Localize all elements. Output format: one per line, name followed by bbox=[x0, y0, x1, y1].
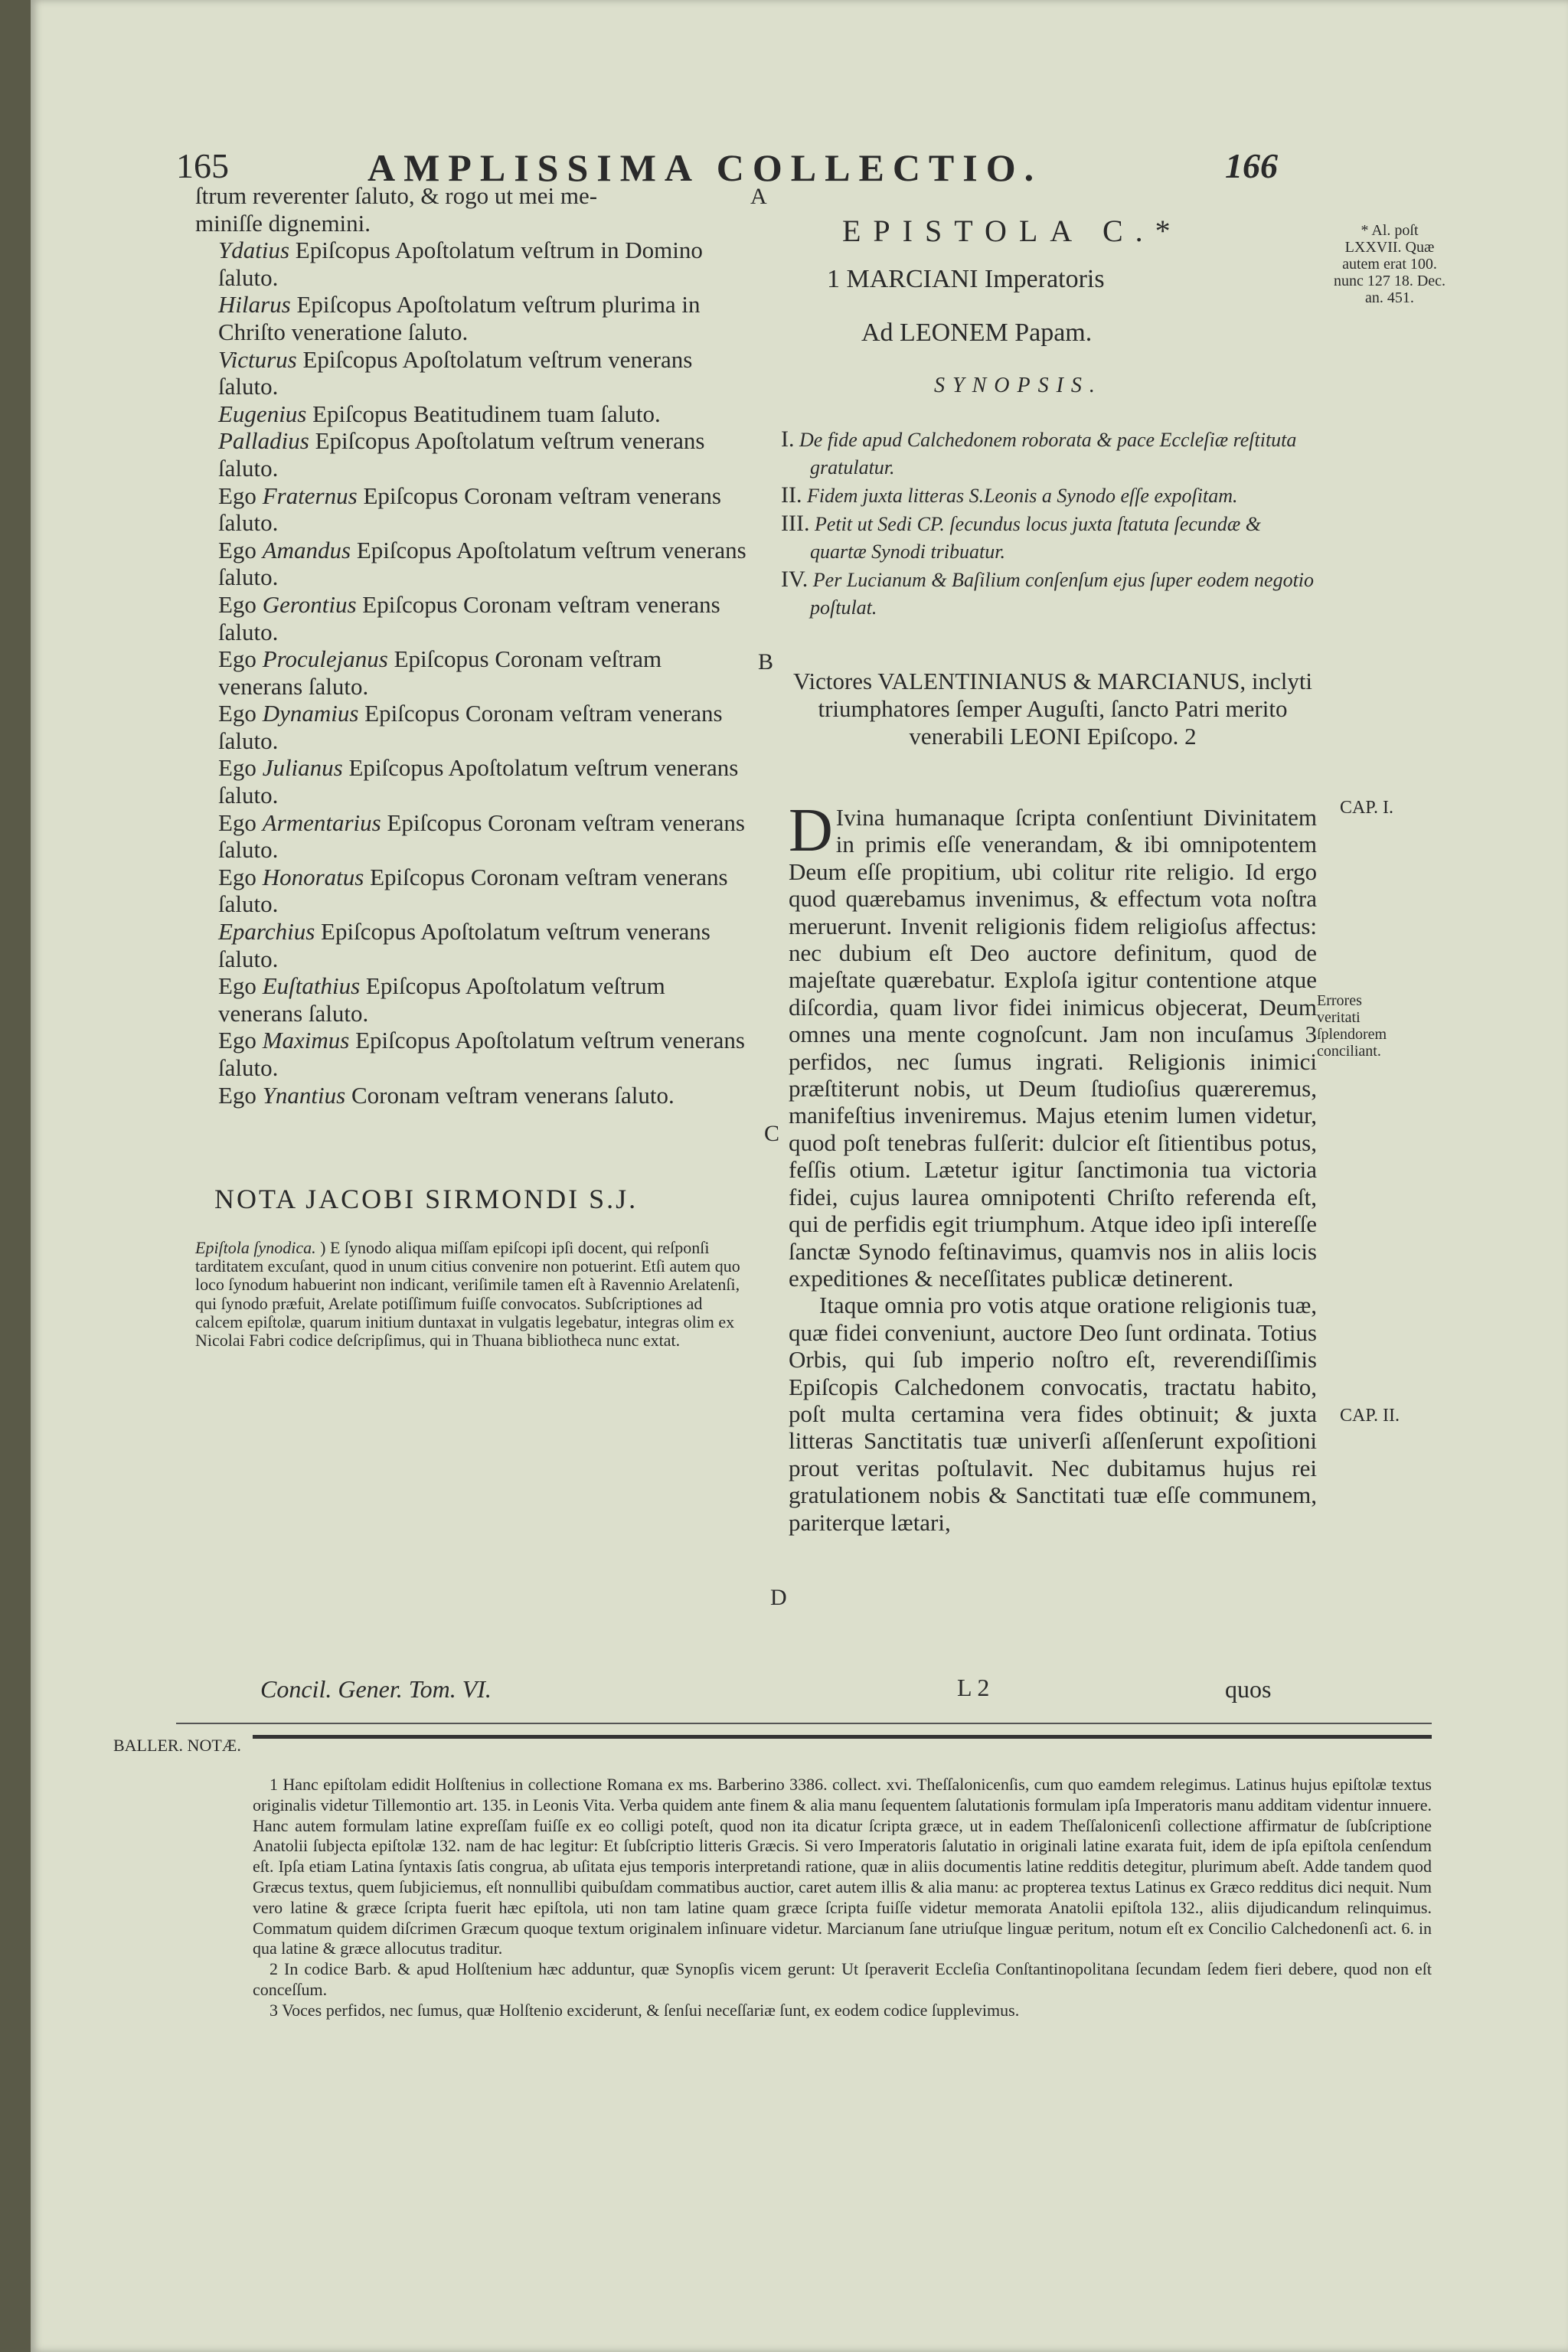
subscription-prefix: Ego bbox=[218, 972, 263, 1000]
bishop-name: Honoratus bbox=[262, 863, 364, 890]
bishop-name: Dynamius bbox=[262, 700, 359, 727]
nota-body bbox=[195, 1239, 746, 1350]
bishop-name: Amandus bbox=[262, 536, 351, 564]
subscription-line bbox=[195, 864, 746, 918]
subscription-line bbox=[195, 237, 746, 291]
subscription-prefix: Ego bbox=[218, 590, 263, 618]
subscription-line bbox=[195, 754, 746, 808]
bishop-name: Euſtathius bbox=[262, 972, 361, 1000]
divider-rule bbox=[176, 1723, 1432, 1724]
subscription-prefix: Ego bbox=[218, 482, 263, 509]
synopsis-item bbox=[781, 426, 1317, 482]
catchword: quos bbox=[1225, 1675, 1272, 1703]
subscription-text: Epiſcopus Apoſtolatum veſtrum venerans ſaluto. bbox=[218, 754, 739, 809]
subscription-text: Epiſcopus Coronam veſtram venerans ſaluto. bbox=[218, 808, 745, 864]
subscription-text: Epiſcopus Apoſtolatum veſtrum venerans ſaluto. bbox=[218, 427, 705, 482]
subscription-line bbox=[195, 972, 746, 1027]
subscription-text: Epiſcopus Coronam veſtram venerans ſaluto. bbox=[218, 482, 721, 537]
subscription-text: Epiſcopus Coronam veſtram venerans ſaluto. bbox=[218, 590, 720, 645]
subscription-text: Epiſcopus Apoſtolatum veſtrum in Domino ſaluto. bbox=[218, 237, 703, 291]
subscription-prefix: Ego bbox=[218, 1081, 263, 1109]
subscription-text: Epiſcopus Coronam veſtram venerans ſaluto. bbox=[218, 863, 728, 918]
paragraph-1: Ivina humanaque ſcripta conſentiunt Divinitatem in primis eſſe venerandam, & ibi omnipotentem Deum eſſe propitium, ubi colitur rite religio. Id ergo quod quærebamus invenimus, & effectum vota noſtra meruerunt. Invenit religionis fidem religioſus affectus: nec dubium eſt Deo auctore definitum, quod de majeſtate quærebatur. Exploſa igitur contentione atque diſcordia, quam livor fidei inimicus objecerat, Deum omnes una mente cognoſcunt. Jam non incuſamus 3 perfidos, nec ſumus ingrati. Religionis inimici præſtiterunt nobis, ut Deum ſtudioſius quæreremus, manifeſtius inveniremus. Majus etenim lumen videtur, quod poſt tenebras fulſerit: dulcior eſt ſitientibus potus, feſſis otium. Lætetur igitur ſanctimonia tua victoria fidei, cujus laurea omnipotenti Chriſto referenda eſt, qui de perfidis egit triumphum. Atque ideo ipſi intereſſe ſanctæ Synodo feſtinavimus, quamvis nos in aliis locis expeditiones & neceſſitates publicæ detinerent. bbox=[789, 804, 1317, 1292]
subscription-text: Coronam veſtram venerans ſaluto. bbox=[345, 1081, 675, 1109]
subscription-text: Epiſcopus Coronam veſtram venerans ſaluto. bbox=[218, 645, 662, 700]
bishop-name: Eparchius bbox=[218, 918, 315, 946]
synopsis-item bbox=[781, 510, 1317, 566]
synopsis-list bbox=[781, 426, 1317, 622]
bishop-name: Julianus bbox=[262, 754, 343, 782]
footnote: 3 Voces perfidos, nec ſumus, quæ Holſtenio exciderunt, & ſenſui neceſſariæ ſunt, ex eodem codice ſupplevimus. bbox=[270, 2000, 1020, 2020]
book-page bbox=[31, 0, 1568, 2352]
subscription-text: miniſſe dignemini. bbox=[195, 209, 371, 237]
subscription-prefix: Ego bbox=[218, 863, 263, 890]
synopsis-text: De fide apud Calchedonem roborata & pace Eccleſiæ reſtituta gratulatur. bbox=[799, 429, 1297, 479]
synopsis-item bbox=[781, 482, 1317, 510]
sidenote-errores: Errores veritati ſplendorem conciliant. bbox=[1317, 992, 1387, 1060]
emperor-line: 1 MARCIANI Imperatoris bbox=[827, 265, 1105, 293]
salutation: Victores VALENTINIANUS & MARCIANUS, inclyti triumphatores ſemper Auguſti, ſancto Patri merito venerabili LEONI Epiſcopo. 2 bbox=[792, 668, 1313, 750]
footnote: 2 In codice Barb. & apud Holſtenium hæc adduntur, quæ Synopſis vicem gerunt: Ut ſperaverit Eccleſia Conſtantinopolitana ſecundam ſedem fieri debere, quod non eſt conceſſum. bbox=[253, 1959, 1432, 1999]
subscription-prefix: Ego bbox=[218, 754, 263, 782]
bishop-name: Eugenius bbox=[218, 400, 307, 427]
bishop-name: Proculejanus bbox=[262, 645, 388, 673]
subscription-line bbox=[195, 1082, 746, 1109]
bishop-name: Palladius bbox=[218, 427, 309, 455]
page-number-right: 166 bbox=[1225, 146, 1278, 185]
chapter-marker-1: CAP. I. bbox=[1340, 798, 1394, 818]
subscription-text: Epiſcopus Coronam veſtram venerans ſaluto. bbox=[218, 700, 723, 754]
subscription-text: ſtrum reverenter ſaluto, & rogo ut mei me- bbox=[195, 182, 598, 209]
running-title: AMPLISSIMA COLLECTIO. bbox=[368, 146, 1043, 189]
subscription-line bbox=[195, 591, 746, 645]
nota-heading: NOTA JACOBI SIRMONDI S.J. bbox=[214, 1184, 639, 1214]
subscription-line bbox=[195, 210, 746, 237]
bishop-name: Ynantius bbox=[262, 1081, 346, 1109]
subscription-prefix: Ego bbox=[218, 808, 263, 836]
subscription-text: Epiſcopus Apoſtolatum veſtrum venerans ſaluto. bbox=[218, 972, 665, 1027]
subscription-list bbox=[195, 182, 746, 1109]
subscription-text: Epiſcopus Apoſtolatum veſtrum plurima in Chriſto veneratione ſaluto. bbox=[218, 291, 701, 345]
bishop-name: Fraternus bbox=[262, 482, 358, 509]
subscription-text: Epiſcopus Apoſtolatum veſtrum venerans ſaluto. bbox=[218, 536, 746, 591]
bishop-name: Armentarius bbox=[262, 808, 381, 836]
letter-body bbox=[789, 797, 1317, 1536]
synopsis-number: II. bbox=[781, 482, 802, 508]
bishop-name: Gerontius bbox=[262, 590, 357, 618]
subscription-text: Epiſcopus Apoſtolatum veſtrum venerans ſaluto. bbox=[218, 918, 710, 972]
subscription-line bbox=[195, 918, 746, 972]
bishop-name: Victurus bbox=[218, 345, 297, 373]
synopsis-number: III. bbox=[781, 511, 810, 536]
bishop-name: Ydatius bbox=[218, 237, 290, 264]
subscription-line bbox=[195, 400, 746, 428]
footnotes bbox=[253, 1775, 1432, 2021]
subscription-prefix: Ego bbox=[218, 1027, 263, 1054]
subscription-line bbox=[195, 537, 746, 591]
subscription-line bbox=[195, 809, 746, 864]
subscription-prefix: Ego bbox=[218, 645, 263, 673]
chapter-marker-2: CAP. II. bbox=[1340, 1406, 1400, 1426]
synopsis-text: Fidem juxta litteras S.Leonis a Synodo eſſe expoſitam. bbox=[806, 485, 1238, 507]
subscription-text: Epiſcopus Apoſtolatum veſtrum venerans ſaluto. bbox=[218, 1027, 745, 1081]
pope-line: Ad LEONEM Papam. bbox=[861, 318, 1093, 347]
baller-notae-label: BALLER. NOTÆ. bbox=[113, 1736, 241, 1755]
synopsis-heading: SYNOPSIS. bbox=[934, 374, 1102, 397]
sidenote-alt-numbering: * Al. poſt LXXVII. Quæ autem erat 100. nunc 127 18. Dec. an. 451. bbox=[1333, 222, 1446, 306]
subscription-line bbox=[195, 482, 746, 537]
subscription-text: Epiſcopus Beatitudinem tuam ſaluto. bbox=[306, 400, 661, 427]
epistola-title: EPISTOLA C.* bbox=[842, 214, 1183, 248]
subscription-line bbox=[195, 291, 746, 345]
volume-footer bbox=[260, 1675, 492, 1704]
synopsis-text: Petit ut Sedi CP. ſecundus locus juxta ſtatuta ſecundæ & quartæ Synodi tribuatur. bbox=[810, 513, 1261, 563]
synopsis-item bbox=[781, 566, 1317, 622]
margin-marker-b: B bbox=[758, 649, 774, 675]
subscription-line bbox=[195, 427, 746, 482]
subscription-line bbox=[195, 1027, 746, 1081]
signature-mark: L 2 bbox=[957, 1674, 990, 1701]
bishop-name: Maximus bbox=[262, 1027, 350, 1054]
nota-text: ) E ſynodo aliqua miſſam epiſcopi ipſi docent, qui reſponſi tarditatem excuſant, quod in unum citius convenire non potuerint. Etſi autem quo loco ſynodum habuerint non indicant, veriſimile tamen eſt à Ravennio Arelatenſi, qui ſynodo præfuit, Arelate potiſſimum fuiſſe convocatos. Subſcriptiones ad calcem epiſtolæ, quarum initium duntaxat in vulgatis legebatur, integras olim ex Nicolai Fabri codice deſcripſimus, qui in Thuana bibliotheca nunc extat. bbox=[195, 1238, 740, 1351]
subscription-prefix: Ego bbox=[218, 536, 263, 564]
divider-rule-thick bbox=[253, 1735, 1432, 1739]
margin-marker-c: C bbox=[764, 1121, 780, 1146]
synopsis-number: IV. bbox=[781, 567, 808, 592]
margin-marker-a: A bbox=[750, 184, 767, 209]
paragraph-2: Itaque omnia pro votis atque oratione religionis tuæ, quæ fidei conveniunt, auctore Deo ſunt ordinata. Totius Orbis, qui ſub imperio noſtro eſt, reverendiſſimis Epiſcopis Calchedonem convocatis, tractatu habito, poſt multa certamina vera fides obtinuit; & juxta litteras Sanctitatis tuæ univerſi aſſenſerunt expoſitioni prout veritas poſtulavit. Nec dubitamus hujus rei gratulationem nobis & Sanctitati tuæ eſſe communem, pariterque lætari, bbox=[789, 1292, 1317, 1536]
subscription-line bbox=[195, 182, 746, 210]
synopsis-text: Per Lucianum & Baſilium conſenſum ejus ſuper eodem negotio poſtulat. bbox=[810, 569, 1315, 619]
subscription-line bbox=[195, 645, 746, 700]
subscription-line bbox=[195, 700, 746, 754]
footnote: 1 Hanc epiſtolam edidit Holſtenius in collectione Romana ex ms. Barberino 3386. collect. xvi. Theſſalonicenſis, cum quo eamdem relegimus. Latinus hujus epiſtolæ textus originalis videtur Tillemontio art. 135. in Leonis Vita. Verba quidem ante finem & alia manu ſequentem ſalutationis formulam ipſa Imperatoris manu additam videntur innuere. Hanc autem formulam latine expreſſam fuiſſe ex eo colligi poteſt, quod non ita dicatur ſcripta græce, ut in eadem Theſſalonicenſi collectione affirmatur de ſubſcriptione Anatolii ſubjecta epiſtolæ 132. nam de hac legitur: Et ſubſcriptio litteris Græcis. Si vero Imperatoris ſalutatio in originali latine exarata fuit, idem de ipſa epiſtola cenſendum eſt. Ipſa etiam Latina ſyntaxis ſatis congrua, ab uſitata ejus temporis interpretandi ratione, quæ in aliis documentis latine redditis detegitur, plurimum abeſt. Adde tandem quod Græcus textus, quem ſubjiciemus, eſt nonnullibi quibuſdam commatibus auctior, caret autem illis & alia manu: ac propterea textus Latinus ex Græco redditus dici nequit. Num vero latine & græce ſcripta fuerit hæc epiſtola, uti non tam latine quam græce ſcripta fuiſſe videtur memorata Anatolii epiſtola 132., aliis dijudicandum relinquimus. Commatum quidem diſcrimen Græcum quoque textum originalem inſinuare videtur. Marcianum ſane utriuſque linguæ peritum, notum eſt ex Concilio Calchedonenſi act. 6. in qua latine & græce allocutus traditur. bbox=[253, 1775, 1432, 1958]
drop-cap: D bbox=[789, 797, 833, 864]
bishop-name: Hilarus bbox=[218, 291, 291, 318]
synopsis-number: I. bbox=[781, 426, 795, 452]
margin-marker-d: D bbox=[770, 1585, 787, 1610]
page-number-left: 165 bbox=[176, 146, 229, 185]
subscription-line bbox=[195, 346, 746, 400]
nota-lemma: Epiſtola ſynodica. bbox=[195, 1238, 316, 1257]
subscription-prefix: Ego bbox=[218, 700, 263, 727]
volume-label: Concil. Gener. Tom. VI. bbox=[260, 1675, 492, 1703]
subscription-text: Epiſcopus Apoſtolatum veſtrum venerans ſaluto. bbox=[218, 345, 693, 400]
